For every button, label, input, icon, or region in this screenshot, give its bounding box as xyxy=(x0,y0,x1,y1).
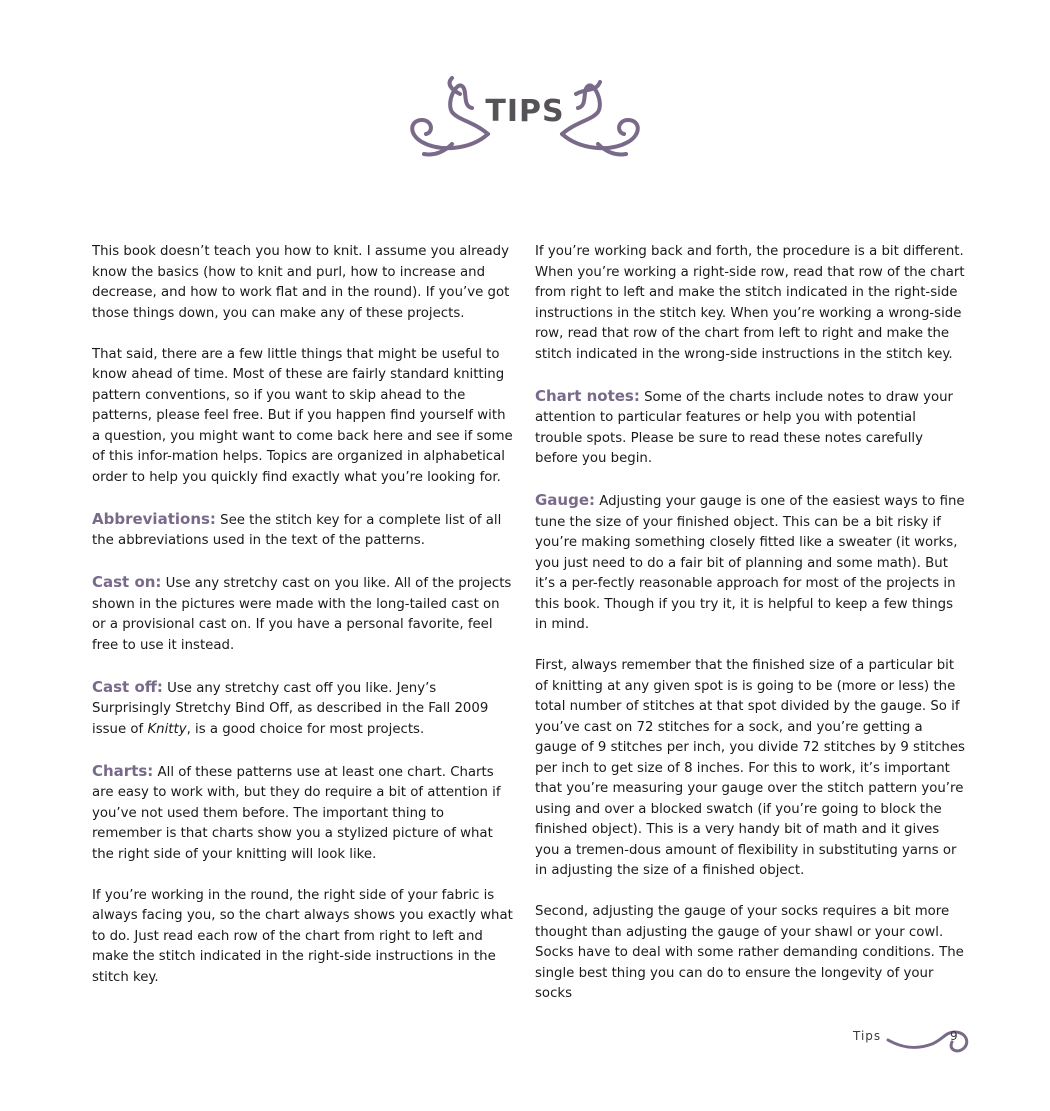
flat-paragraph: If you’re working back and forth, the procedure is a bit different. When you’re working a right-side row, read that row of the chart from right to left and make the stitch indicated in the right-side instructions in the stitch key. When you’re working a wrong-side row, read that row of the chart from left to right and make the stitch indicated in the wrong-side instructions in the stitch key. xyxy=(535,244,965,362)
cast-on-entry xyxy=(92,572,517,656)
page-title: TIPS xyxy=(485,94,565,129)
charts-term: Charts: xyxy=(92,761,154,780)
charts-entry xyxy=(92,761,517,866)
gauge-term: Gauge: xyxy=(535,491,596,509)
abbreviations-term: Abbreviations: xyxy=(92,509,216,528)
conventions-paragraph: That said, there are a few little things that might be useful to know ahead of time. Most of these are fairly standard knitting pattern conventions, so if you want to skip ahead to the patterns, please feel free. But if you happen find yourself with a question, you might want to come back here and see if some of this infor-mation helps. Topics are organized in alphabetical order to help you quickly find exactly what you’re looking for. xyxy=(92,346,513,485)
cast-on-term: Cast on: xyxy=(92,573,162,591)
cast-off-text-b: , is a good choice for most projects. xyxy=(186,721,425,737)
gauge-entry xyxy=(535,490,965,636)
right-column xyxy=(535,242,965,1025)
chart-notes-term: Chart notes: xyxy=(535,386,640,405)
charts-text: All of these patterns use at least one chart. Charts are easy to work with, but they do require a bit of attention if you’ve not used them before. The important thing to remember is that charts show you a stylized picture of what the right side of your knitting will look like. xyxy=(92,764,501,862)
first-paragraph: First, always remember that the finished size of a particular bit of knitting at any given spot is is going to be (more or less) the total number of stitches at that spot divided by the gauge. So if you’ve cast on 72 stitches for a sock, and you’re getting a gauge of 9 stitches per inch, you divide 72 stitches by 9 stitches per inch to get size of 8 inches. For this to work, it’s important that you’re measuring your gauge over the stitch pattern you’re using and over a blocked swatch (if you’re going to block the finished object). This is a very handy bit of math and it gives you a tremen-dous amount of flexibility in substituting yarns or in adjusting the size of a finished object. xyxy=(535,658,965,878)
abbreviations-entry xyxy=(92,509,517,552)
page-number: 9 xyxy=(950,1029,958,1043)
intro-paragraph: This book doesn’t teach you how to knit. I assume you already know the basics (how to knit and purl, how to increase and decrease, and how to work flat and in the round). If you’ve got those things down, you can make any of these projects. xyxy=(92,244,510,321)
left-column xyxy=(92,242,517,1009)
cast-off-entry xyxy=(92,677,517,741)
cast-off-term: Cast off: xyxy=(92,677,163,696)
abbreviations-text: See the stitch key for a complete list of all the abbreviations used in the text of the patterns. xyxy=(92,512,502,548)
cast-on-text: Use any stretchy cast on you like. All of the projects shown in the pictures were made with the long-tailed cast on or a provisional cast on. If you have a personal favorite, feel free to use it instead. xyxy=(92,576,512,653)
page-header xyxy=(400,72,650,162)
page-footer xyxy=(850,1018,980,1058)
cast-off-italic: Knitty xyxy=(147,721,187,737)
footer-section-label: Tips xyxy=(853,1029,882,1043)
round-paragraph: If you’re working in the round, the right side of your fabric is always facing you, so the chart always shows you exactly what to do. Just read each row of the chart from right to left and make the stitch indicated in the right-side instructions in the stitch key. xyxy=(92,887,513,985)
chart-notes-entry xyxy=(535,386,965,470)
chart-notes-text: Some of the charts include notes to draw your attention to particular features or help you with potential trouble spots. Please be sure to read these notes carefully before you begin. xyxy=(535,389,953,466)
cast-off-text-a: Use any stretchy cast off you like. Jeny’s Surprisingly Stretchy Bind Off, as described in the Fall 2009 issue of xyxy=(92,680,489,737)
second-paragraph: Second, adjusting the gauge of your socks requires a bit more thought than adjusting the gauge of your shawl or your cowl. Socks have to deal with some rather demanding conditions. The single best thing you can do to ensure the longevity of your socks xyxy=(535,904,964,1001)
gauge-text: Adjusting your gauge is one of the easiest ways to fine tune the size of your finished object. This can be a bit risky if you’re making something closely fitted like a sweater (it works, you just need to do a fair bit of planning and some math). But it’s a per-fectly reasonable approach for most of the projects in this book. Though if you try it, it is helpful to keep a few things in mind. xyxy=(535,494,965,632)
